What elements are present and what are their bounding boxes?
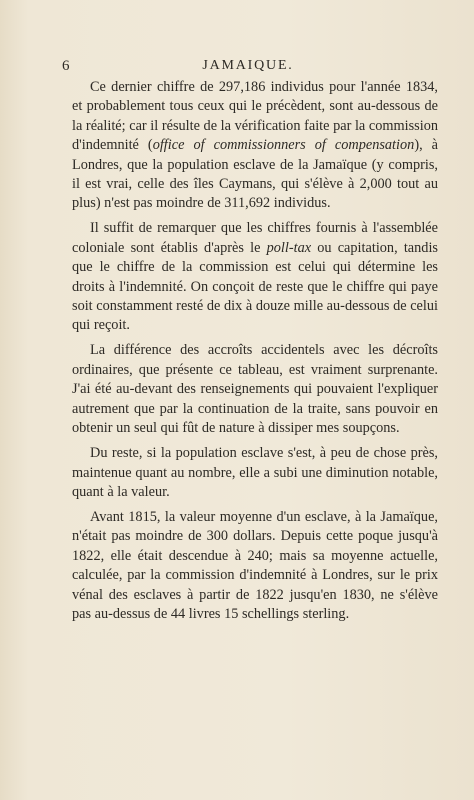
paragraph-2-text-a: Il suffit de remarquer que les chiffres fournis à l'assemblée coloniale sont établis d'après le: [72, 220, 438, 256]
running-title: JAMAIQUE.: [202, 58, 294, 73]
paragraph-3: La différence des accroîts accidentels avec les décroîts ordinaires, que présente ce tableau, est vraiment surprenante. J'ai été au-devant des renseignements qui pouvaient l'expliquer autrement que par la continuation de la traite, sans pouvoir en obtenir un seul qui fût de nature à dissiper mes soupçons.: [72, 342, 438, 437]
paragraph-1-italic: office of commissionners of compensation: [152, 137, 415, 154]
paragraph-1: [72, 78, 438, 214]
paragraph-1-text-a: Ce dernier chiffre de 297,186 individus pour l'année 1834, et probablement tous ceux qui le précèdent, sont au-dessous de la réalité; car il résulte de la vérification faite par la commission d'indemnité (: [72, 79, 438, 154]
paragraph-1-text-b: ), à Londres, que la population esclave de la Jamaïque (y compris, il est vrai, celle des îles Caymans, qui s'élève à 2,000 tout au plus) n'est pas moindre de 311,692 individus.: [72, 137, 439, 212]
page-number: 6: [62, 58, 70, 74]
page-header: [62, 58, 434, 76]
paragraph-4: Du reste, si la population esclave s'est, à peu de chose près, maintenue quant au nombre, elle a subi une diminution notable, quant à la valeur.: [72, 445, 438, 500]
paragraph-2: [72, 219, 438, 335]
paragraph-5: Avant 1815, la valeur moyenne d'un esclave, à la Jamaïque, n'était pas moindre de 300 dollars. Depuis cette poque jusqu'à 1822, elle était descendue à 240; mais sa moyenne actuelle, calculée, par la commission d'indemnité à Londres, sur le prix vénal des esclaves à partir de 1822 jusqu'en 1830, ne s'élève pas au-dessus de 44 livres 15 schellings sterling.: [72, 508, 438, 622]
body-text: [72, 78, 438, 624]
paragraph-2-italic: poll-tax: [266, 239, 312, 256]
paragraph-2-text-b: ou capitation, tandis que le chiffre de la commission est celui qui détermine les droits à l'indemnité. On conçoit de reste que le chiffre qui paye soit constamment resté de dix à douze mille au-dessous de celui qui reçoit.: [72, 239, 438, 334]
